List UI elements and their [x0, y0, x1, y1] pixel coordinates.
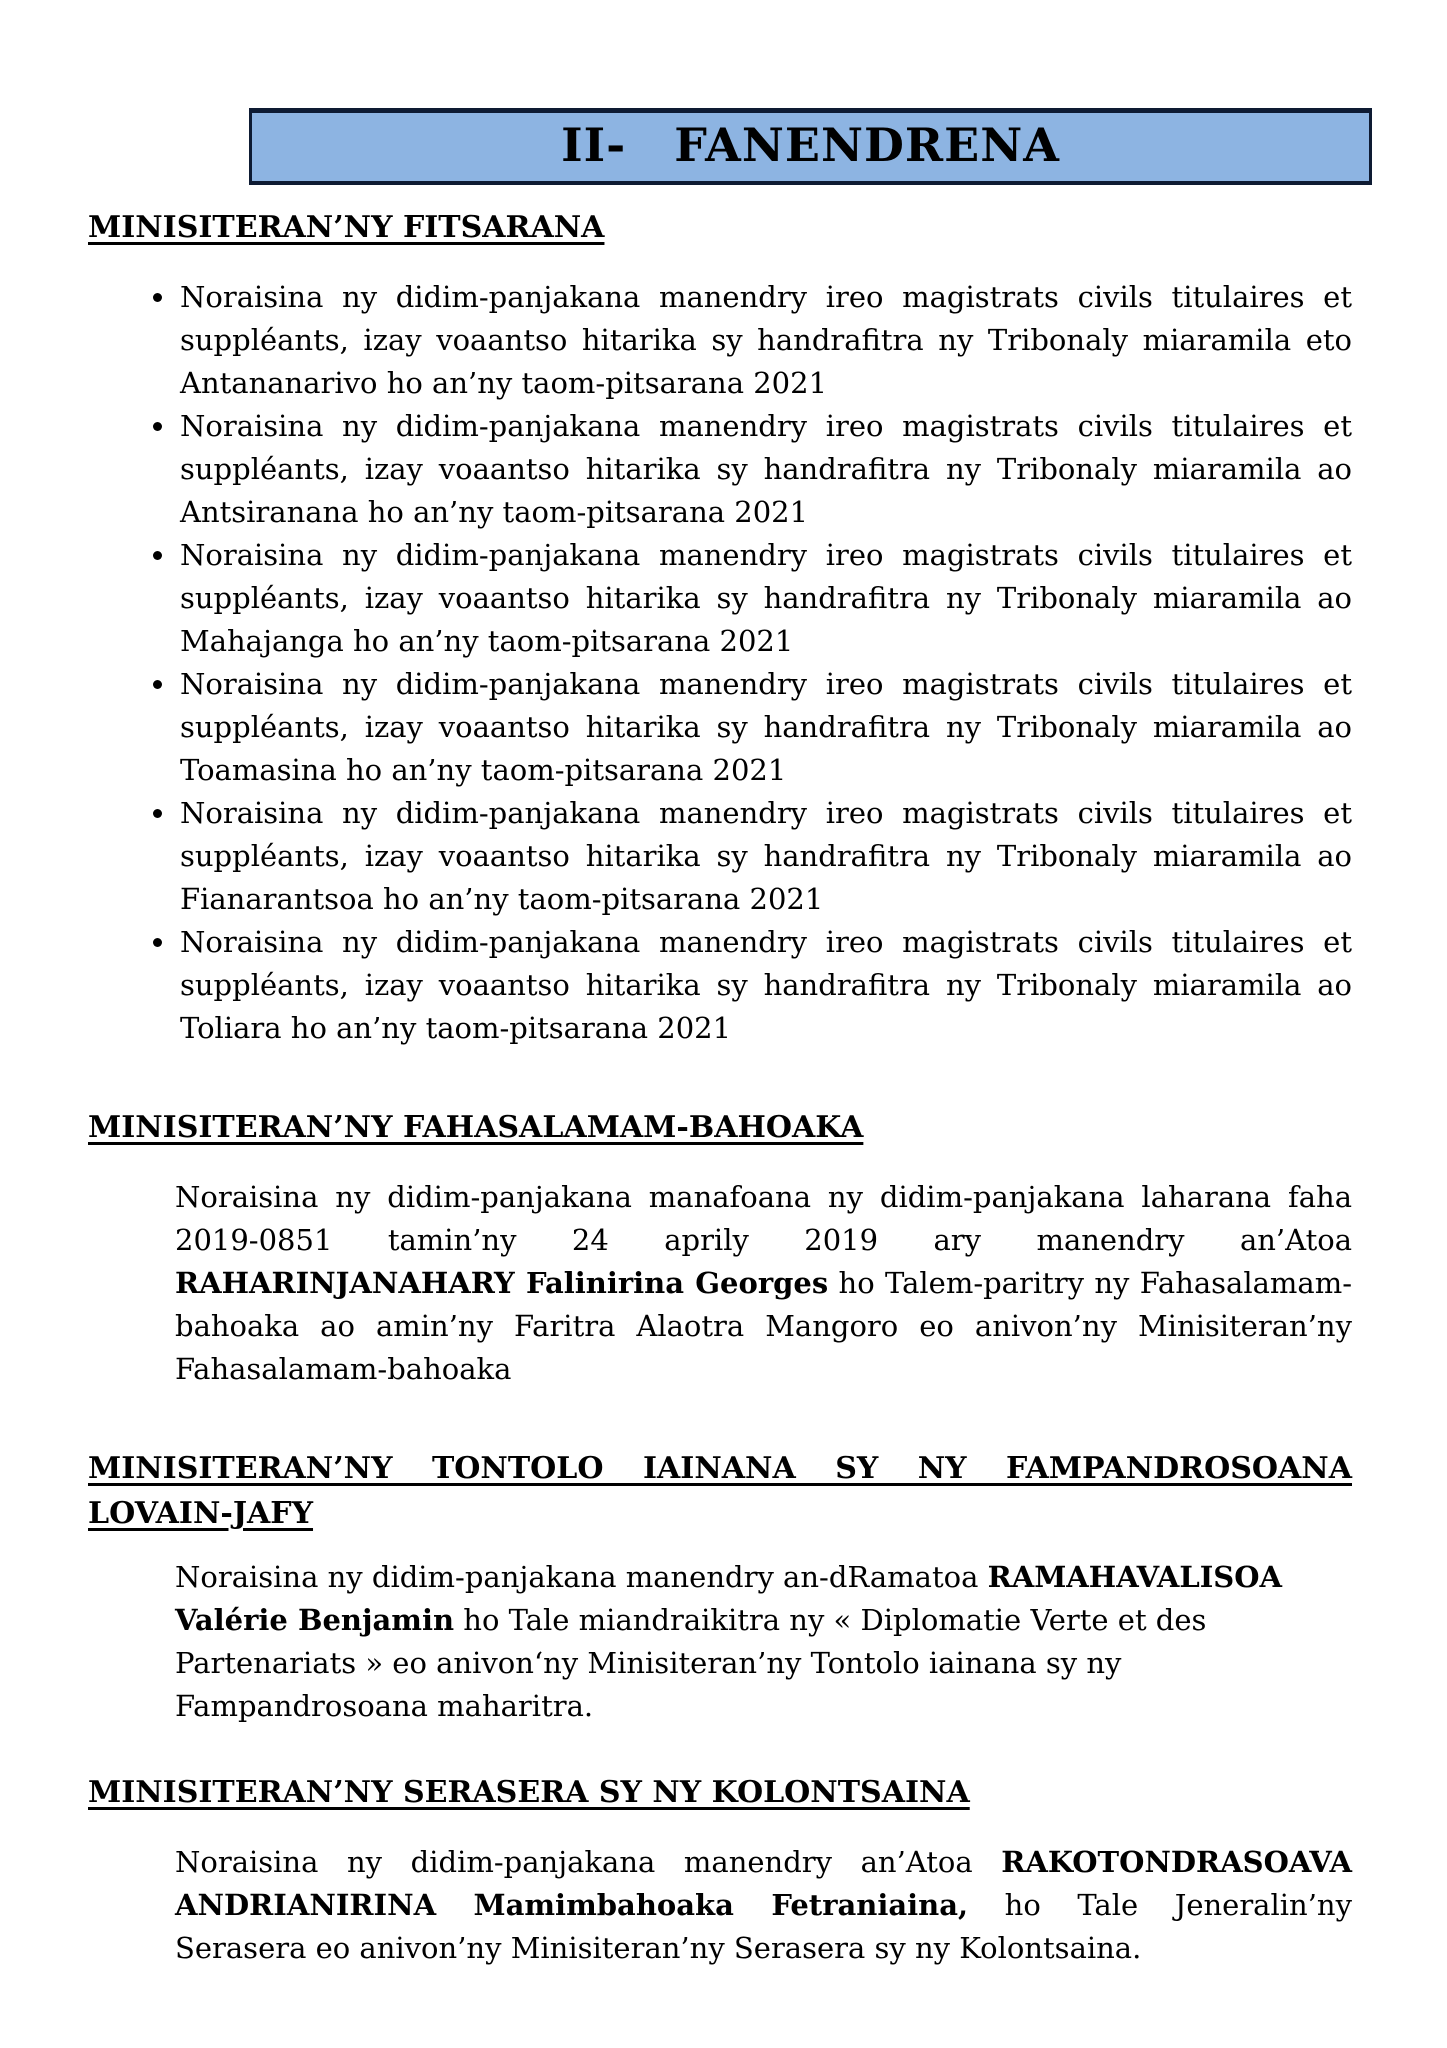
section-fitsarana — [88, 205, 1352, 1050]
appointee-name: RAMAHAVALISOA Valérie Benjamin — [175, 1560, 1282, 1637]
list-item: • Noraisina ny didim-panjakana manendry ireo magistrats civils titulaires et suppléants, izay voaantso hitarika sy handrafitra ny Tribonaly miaramila ao Antsiranana ho an’ny taom-pitsarana 2021 — [178, 405, 1352, 534]
ministry-heading-fahasalamam-bahoaka: MINISITERAN’NY FAHASALAMAM-BAHOAKA — [88, 1110, 864, 1145]
list-item: • Noraisina ny didim-panjakana manendry ireo magistrats civils titulaires et suppléants, izay voaantso hitarika sy handrafitra ny Tribonaly miaramila ao Mahajanga ho an’ny taom-pitsarana 2021 — [178, 534, 1352, 663]
appointment-paragraph — [175, 1176, 1352, 1391]
appointments-list — [88, 276, 1352, 1050]
banner-numeral: II- — [561, 118, 627, 172]
paragraph-text-after: ho Tale Jeneralin’ny Serasera eo anivon’ny Minisiteran’ny Serasera sy ny Kolontsaina. — [175, 1888, 1352, 1965]
paragraph-text-after: ho Talem-paritry ny Fahasalamam-bahoaka ao amin’ny Faritra Alaotra Mangoro eo anivon’ny Minisiteran’ny Fahasalamam-bahoaka — [175, 1266, 1353, 1386]
ministry-heading-tontolo-iainana: MINISITERAN’NY TONTOLO IAINANA SY NY FAMPANDROSOANA LOVAIN-JAFY — [88, 1451, 1352, 1531]
appointment-paragraph — [175, 1841, 1352, 1970]
section-fahasalamam-bahoaka — [88, 1105, 1352, 1391]
section-serasera-kolontsaina — [88, 1770, 1352, 1970]
paragraph-text-before: Noraisina ny didim-panjakana manendry an-dRamatoa — [175, 1560, 988, 1594]
section-tontolo-iainana — [88, 1446, 1352, 1728]
ministry-heading-fitsarana: MINISITERAN’NY FITSARANA — [88, 210, 605, 245]
ministry-heading-serasera-kolontsaina: MINISITERAN’NY SERASERA SY NY KOLONTSAINA — [88, 1775, 970, 1810]
paragraph-text-before: Noraisina ny didim-panjakana manafoana ny didim-panjakana laharana faha 2019-0851 tamin’ny 24 aprily 2019 ary manendry an’Atoa — [175, 1180, 1352, 1257]
list-item: • Noraisina ny didim-panjakana manendry ireo magistrats civils titulaires et suppléants, izay voaantso hitarika sy handrafitra ny Tribonaly miaramila ao Fianarantsoa ho an’ny taom-pitsarana 2021 — [178, 792, 1352, 921]
paragraph-text-after: ho Tale miandraikitra ny « Diplomatie Verte et des Partenariats » eo anivon‘ny Minisiteran’ny Tontolo iainana sy ny Fampandrosoana maharitra. — [175, 1603, 1207, 1723]
list-item: • Noraisina ny didim-panjakana manendry ireo magistrats civils titulaires et suppléants, izay voaantso hitarika sy handrafitra ny Tribonaly miaramila ao Toamasina ho an’ny taom-pitsarana 2021 — [178, 663, 1352, 792]
appointee-name: RAHARINJANAHARY Falinirina Georges — [175, 1266, 829, 1300]
appointee-name: RAKOTONDRASOAVA ANDRIANIRINA Mamimbahoaka Fetraniaina, — [175, 1845, 1352, 1922]
section-banner — [249, 108, 1372, 185]
paragraph-text-before: Noraisina ny didim-panjakana manendry an’Atoa — [175, 1845, 1002, 1879]
list-item: • Noraisina ny didim-panjakana manendry ireo magistrats civils titulaires et suppléants, izay voaantso hitarika sy handrafitra ny Tribonaly miaramila ao Toliara ho an’ny taom-pitsarana 2021 — [178, 921, 1352, 1050]
list-item: • Noraisina ny didim-panjakana manendry ireo magistrats civils titulaires et suppléants, izay voaantso hitarika sy handrafitra ny Tribonaly miaramila eto Antananarivo ho an’ny taom-pitsarana 2021 — [178, 276, 1352, 405]
banner-title: FANENDRENA — [674, 118, 1060, 172]
appointment-paragraph — [175, 1556, 1352, 1728]
